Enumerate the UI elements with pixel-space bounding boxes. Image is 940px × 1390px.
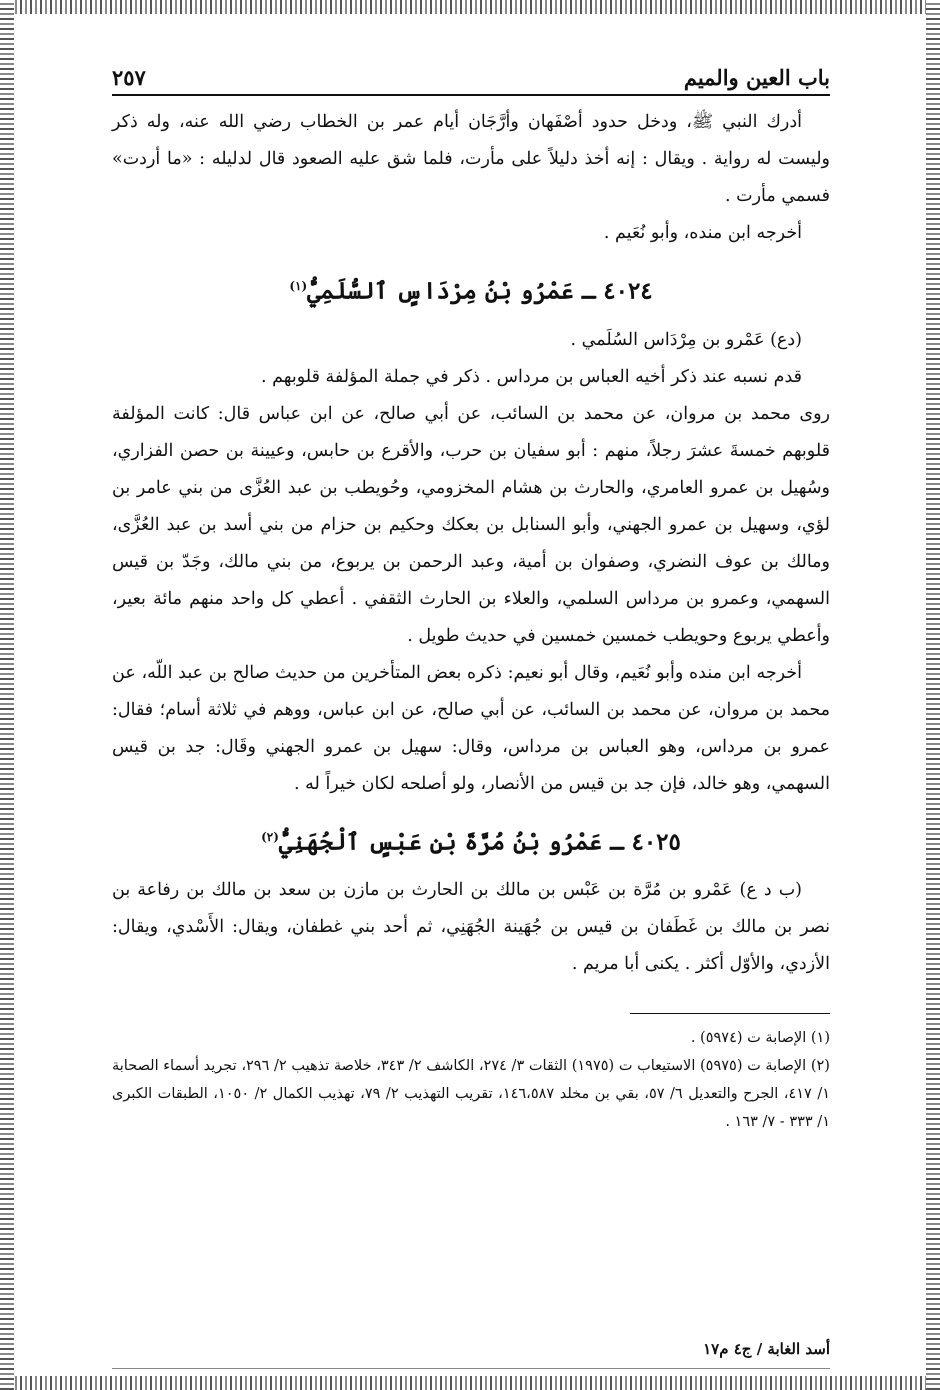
paragraph: روى محمد بن مروان، عن محمد بن السائب، عن أبي صالح، عن ابن عباس قال: كانت المؤلفة قلوبهم خمسةَ عشرَ رجلاً، منهم : أبو سفيان بن حرب، والأقرع بن حابس، وعيينة بن حصن الفزاري، وسُهيل بن عمرو العامري، والحارث بن هشام المخزومي، وحُويطب بن عبد العُزَّى من بني عامر بن لؤي، وسهيل بن عمرو الجهني، وأبو السنابل بن بعكك وحكيم بن حزام من بني أسد بن عبد العُزَّى، ومالك بن عوف النضري، وصفوان بن أمية، وعبد الرحمن بن يربوع، من بني مالك، وجَدّ بن قيس السهمي، وعمرو بن مرداس السلمي، والعلاء بن الحارث الثقفي . أعطي كل واحد منهم مائة بعير، وأعطي يربوع وحويطب خمسين خمسين في حديث طويل .	[112, 403, 830, 646]
entry-heading-4024	[112, 266, 830, 312]
paragraph: (دع) عَمْرو بن مِرْدَاس السُلَمي .	[570, 329, 802, 350]
running-title: باب العين والميم	[683, 65, 830, 90]
footnote-divider	[630, 1013, 830, 1014]
footnote-ref: (١)	[289, 279, 308, 293]
ornamental-border-bottom	[0, 1376, 940, 1390]
entry-title: ٤٠٢٥ ـ عَمْرُو بْنُ مُرَّةَ بْنِ عَبْسٍ ٱلْجُهَنِيُّ	[278, 828, 681, 856]
paragraph: أدرك النبي ﷺ، ودخل حدود أصْفَهان وأرَّجَان أيام عمر بن الخطاب رضي الله عنه، وله ذكر وليست له رواية . ويقال : إنه أخذ دليلاً على مأرت، فلما شق عليه الصعود قال لدليله : «ما أردت» فسمي مأرت .	[112, 112, 830, 206]
page-number: ٢٥٧	[112, 65, 146, 90]
paragraph: قدم نسبه عند ذكر أخيه العباس بن مرداس . ذكر في جملة المؤلفة قلوبهم .	[261, 366, 802, 387]
main-text	[112, 104, 830, 983]
paragraph: أخرجه ابن منده، وأبو نُعَيم .	[603, 223, 802, 243]
footnote: (١) الإصابة ت (٥٩٧٤) .	[690, 1030, 830, 1047]
ornamental-border-top	[0, 0, 940, 14]
page-header	[112, 52, 830, 96]
footnotes	[112, 1024, 830, 1136]
ornamental-border-left	[0, 0, 14, 1390]
ornamental-border-right	[926, 0, 940, 1390]
footnote: (٢) الإصابة ت (٥٩٧٥) الاستيعاب ت (١٩٧٥) الثقات ٣/ ٢٧٤، الكاشف ٢/ ٣٤٣، خلاصة تذهيب ٢/ ٢٩٦، تجريد أسماء الصحابة ١/ ٤١٧، الجرح والتعديل ٦/ ٥٧، بقي بن مخلد ١٤٦،٥٨٧، تقريب التهذيب ٢/ ٧٩، تهذيب الكمال ٢/ ١٠٥٠، الطبقات الكبرى ١/ ٣٣٣ - ٧/ ١٦٣ .	[112, 1058, 831, 1131]
printer-signature: أسد الغابة / ج٤ م١٧	[703, 1340, 830, 1358]
entry-title: ٤٠٢٤ ـ عَمْرُو بْنُ مِرْدَاسٍ ٱلسُّلَمِيُّ	[307, 277, 653, 305]
paragraph: أخرجه ابن منده وأبو نُعَيم، وقال أبو نعيم: ذكره بعض المتأخرين من حديث صالح بن عبد اللّه، عن محمد بن مروان، عن محمد بن السائب، عن أبي صالح، عن ابن عباس، ووهم في ثلاثة أسام؛ فقال: عمرو بن مرداس، وهو العباس بن مرداس، وقال: سهيل بن عمرو الجهني وقَال: جد بن قيس السهمي، وهو خالد، فإن جد بن قيس من الأنصار، ولو أصلحه لكان خيراً له .	[112, 662, 830, 794]
footnote-ref: (٢)	[261, 829, 279, 844]
entry-heading-4025	[112, 817, 830, 863]
paragraph: (ب د ع) عَمْرو بن مُرَّة بن عَبْس بن مالك بن الحارث بن مازن بن سعد بن مالك بن رفاعة بن نصر بن مالك بن غَطَفان بن قيس بن جُهَينة الجُهَنِي، ثم أحد بني غطفان، ويقال: الأَسْدي، ويقال: الأزدي، والأوّل أكثر . يكنى أبا مريم .	[112, 880, 830, 975]
book-page	[112, 52, 830, 1136]
footer-divider	[112, 1368, 830, 1369]
